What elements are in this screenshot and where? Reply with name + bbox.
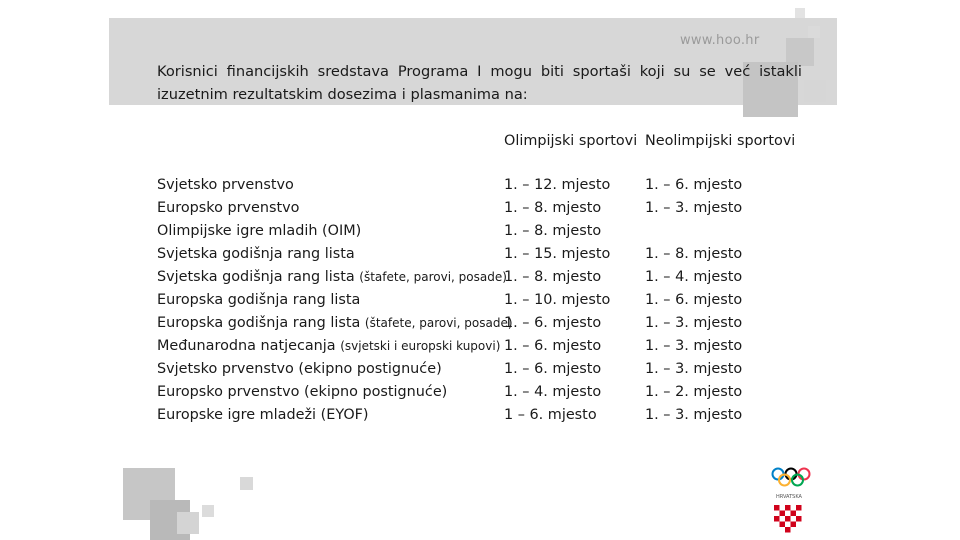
- checker-square: [791, 516, 797, 522]
- checker-square: [796, 516, 802, 522]
- logo-text: HRVATSKA: [776, 494, 802, 500]
- row-label-text: Europska godišnja rang lista: [157, 315, 361, 331]
- nonolympic-placement: 1. – 3. mjesto: [645, 315, 743, 331]
- row-label-text: Europska godišnja rang lista: [157, 292, 361, 308]
- row-label: [157, 315, 513, 331]
- checker-square: [780, 522, 786, 528]
- checker-square: [785, 505, 791, 511]
- intro-line-2: rezultatskim dosezima i plasmanima na:: [232, 85, 528, 103]
- olympic-placement: 1. – 4. mjesto: [504, 384, 602, 400]
- checker-square: [774, 511, 780, 517]
- row-label-text: Europsko prvenstvo (ekipno postignuće): [157, 384, 448, 400]
- checker-square: [774, 522, 780, 528]
- row-label-note: (štafete, parovi, posade): [359, 270, 507, 284]
- row-label-text: Olimpijske igre mladih (OIM): [157, 223, 362, 239]
- decor-square: [240, 477, 253, 490]
- nonolympic-placement: 1. – 3. mjesto: [645, 338, 743, 354]
- column-header-olympic: Olimpijski sportovi: [504, 133, 638, 149]
- checker-square: [780, 527, 786, 533]
- decor-square: [795, 8, 805, 18]
- row-label: [157, 223, 361, 239]
- olympic-placement: 1. – 15. mjesto: [504, 246, 611, 262]
- row-label-note: (svjetski i europski kupovi): [340, 339, 501, 353]
- checker-square: [785, 522, 791, 528]
- olympic-placement: 1. – 6. mjesto: [504, 315, 602, 331]
- checker-square: [796, 522, 802, 528]
- checker-square: [774, 516, 780, 522]
- site-url: www.hoo.hr: [680, 33, 760, 48]
- olympic-placement: 1. – 12. mjesto: [504, 177, 611, 193]
- checker-square: [785, 527, 791, 533]
- row-label-text: Svjetsko prvenstvo (ekipno postignuće): [157, 361, 442, 377]
- row-label-text: Europsko prvenstvo: [157, 200, 300, 216]
- checker-square: [780, 516, 786, 522]
- checker-square: [791, 505, 797, 511]
- row-label: [157, 177, 294, 193]
- checker-square: [791, 527, 797, 533]
- decor-square: [808, 26, 820, 38]
- checker-square: [785, 511, 791, 517]
- olympic-placement: 1. – 8. mjesto: [504, 223, 602, 239]
- row-label: [157, 407, 369, 423]
- row-label: [157, 384, 447, 400]
- olympic-placement: 1. – 6. mjesto: [504, 361, 602, 377]
- intro-text: [157, 61, 802, 106]
- nonolympic-placement: 1. – 6. mjesto: [645, 292, 743, 308]
- checker-square: [780, 505, 786, 511]
- nonolympic-placement: 1. – 8. mjesto: [645, 246, 743, 262]
- olympic-committee-logo: [752, 458, 840, 540]
- olympic-placement: 1. – 10. mjesto: [504, 292, 611, 308]
- olympic-placement: 1. – 8. mjesto: [504, 200, 602, 216]
- nonolympic-placement: 1. – 2. mjesto: [645, 384, 743, 400]
- checker-square: [791, 522, 797, 528]
- nonolympic-placement: 1. – 3. mjesto: [645, 361, 743, 377]
- row-label: [157, 338, 500, 354]
- row-label-text: Svjetsko prvenstvo: [157, 177, 294, 193]
- column-header-nonolympic: Neolimpijski sportovi: [645, 133, 796, 149]
- row-label: [157, 292, 360, 308]
- row-label: [157, 269, 507, 285]
- row-label-text: Europske igre mladeži (EYOF): [157, 407, 369, 423]
- checker-square: [785, 516, 791, 522]
- row-label: [157, 200, 299, 216]
- row-label-text: Međunarodna natjecanja: [157, 338, 336, 354]
- nonolympic-placement: 1. – 3. mjesto: [645, 407, 743, 423]
- checker-square: [780, 511, 786, 517]
- row-label: [157, 246, 355, 262]
- decor-square: [202, 505, 214, 517]
- nonolympic-placement: 1. – 3. mjesto: [645, 200, 743, 216]
- nonolympic-placement: 1. – 4. mjesto: [645, 269, 743, 285]
- checker-square: [796, 511, 802, 517]
- checker-square: [774, 505, 780, 511]
- row-label-text: Svjetska godišnja rang lista: [157, 246, 355, 262]
- row-label-text: Svjetska godišnja rang lista: [157, 269, 355, 285]
- decor-square: [177, 512, 199, 534]
- nonolympic-placement: 1. – 6. mjesto: [645, 177, 743, 193]
- intro-line-1: Korisnici financijskih sredstava Programa I mogu biti sportaši koji su se već istakli izuzetnim: [157, 63, 802, 103]
- checker-square: [791, 511, 797, 517]
- decor-square: [804, 80, 826, 102]
- olympic-placement: 1 – 6. mjesto: [504, 407, 597, 423]
- olympic-placement: 1. – 8. mjesto: [504, 269, 602, 285]
- checker-square: [796, 505, 802, 511]
- row-label: [157, 361, 442, 377]
- olympic-placement: 1. – 6. mjesto: [504, 338, 602, 354]
- row-label-note: (štafete, parovi, posade): [364, 316, 513, 330]
